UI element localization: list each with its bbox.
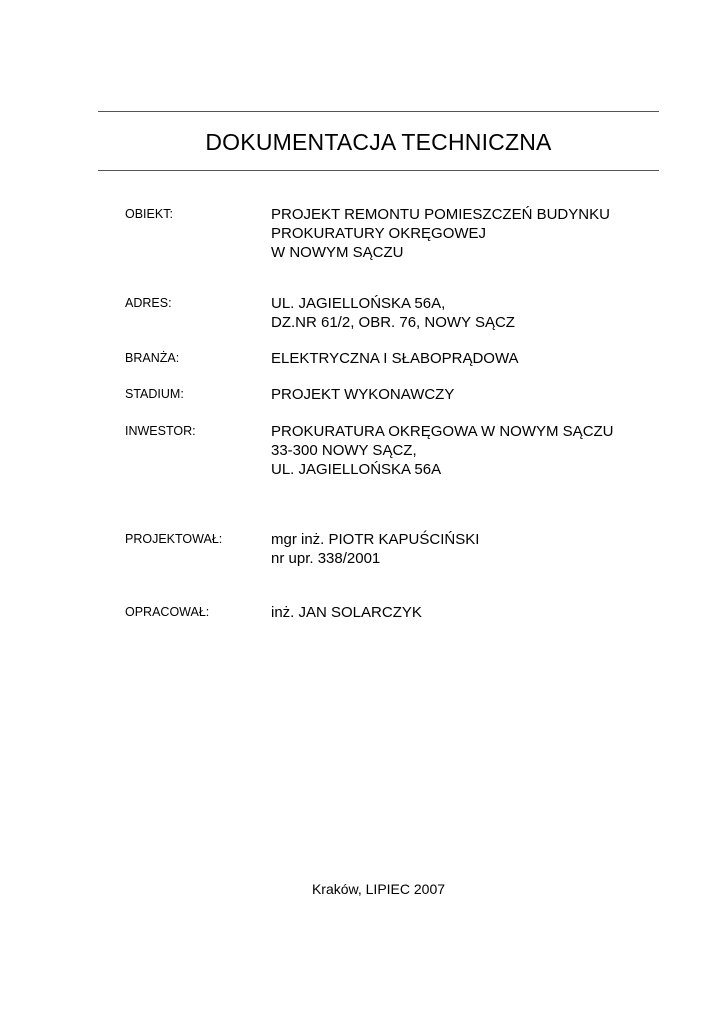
inwestor-line-3: UL. JAGIELLOŃSKA 56A [271, 461, 442, 478]
document-title: DOKUMENTACJA TECHNICZNA [205, 129, 552, 155]
projektowal-value [271, 530, 479, 568]
obiekt-line-2: PROKURATURY OKRĘGOWEJ [271, 225, 487, 242]
opracowal-line-1: inż. JAN SOLARCZYK [271, 604, 422, 621]
branza-line-1: ELEKTRYCZNA I SŁABOPRĄDOWA [271, 350, 519, 367]
stadium-label: STADIUM: [125, 387, 184, 401]
projektowal-label: PROJEKTOWAŁ: [125, 532, 223, 546]
place-and-date: Kraków, LIPIEC 2007 [311, 881, 446, 897]
branza-value [271, 349, 519, 368]
inwestor-line-1: PROKURATURA OKRĘGOWA W NOWYM SĄCZU [271, 423, 614, 440]
inwestor-value [271, 422, 614, 479]
branza-label: BRANŻA: [125, 351, 180, 365]
obiekt-line-3: W NOWYM SĄCZU [271, 244, 404, 261]
opracowal-value [271, 603, 422, 622]
stadium-value [271, 385, 454, 404]
inwestor-label: INWESTOR: [125, 424, 196, 438]
title-rule-bottom [98, 170, 659, 171]
adres-value [271, 294, 515, 332]
adres-label: ADRES: [125, 296, 172, 310]
projektowal-line-1: mgr inż. PIOTR KAPUŚCIŃSKI [271, 531, 480, 548]
obiekt-value [271, 205, 610, 262]
opracowal-label: OPRACOWAŁ: [125, 605, 210, 619]
obiekt-line-1: PROJEKT REMONTU POMIESZCZEŃ BUDYNKU [271, 206, 610, 223]
stadium-line-1: PROJEKT WYKONAWCZY [271, 386, 455, 403]
adres-line-2: DZ.NR 61/2, OBR. 76, NOWY SĄCZ [271, 314, 515, 331]
adres-line-1: UL. JAGIELLOŃSKA 56A, [271, 295, 446, 312]
obiekt-label: OBIEKT: [125, 207, 173, 221]
inwestor-line-2: 33-300 NOWY SĄCZ, [271, 442, 417, 459]
projektowal-line-2: nr upr. 338/2001 [271, 550, 381, 567]
title-rule-top [98, 111, 659, 112]
